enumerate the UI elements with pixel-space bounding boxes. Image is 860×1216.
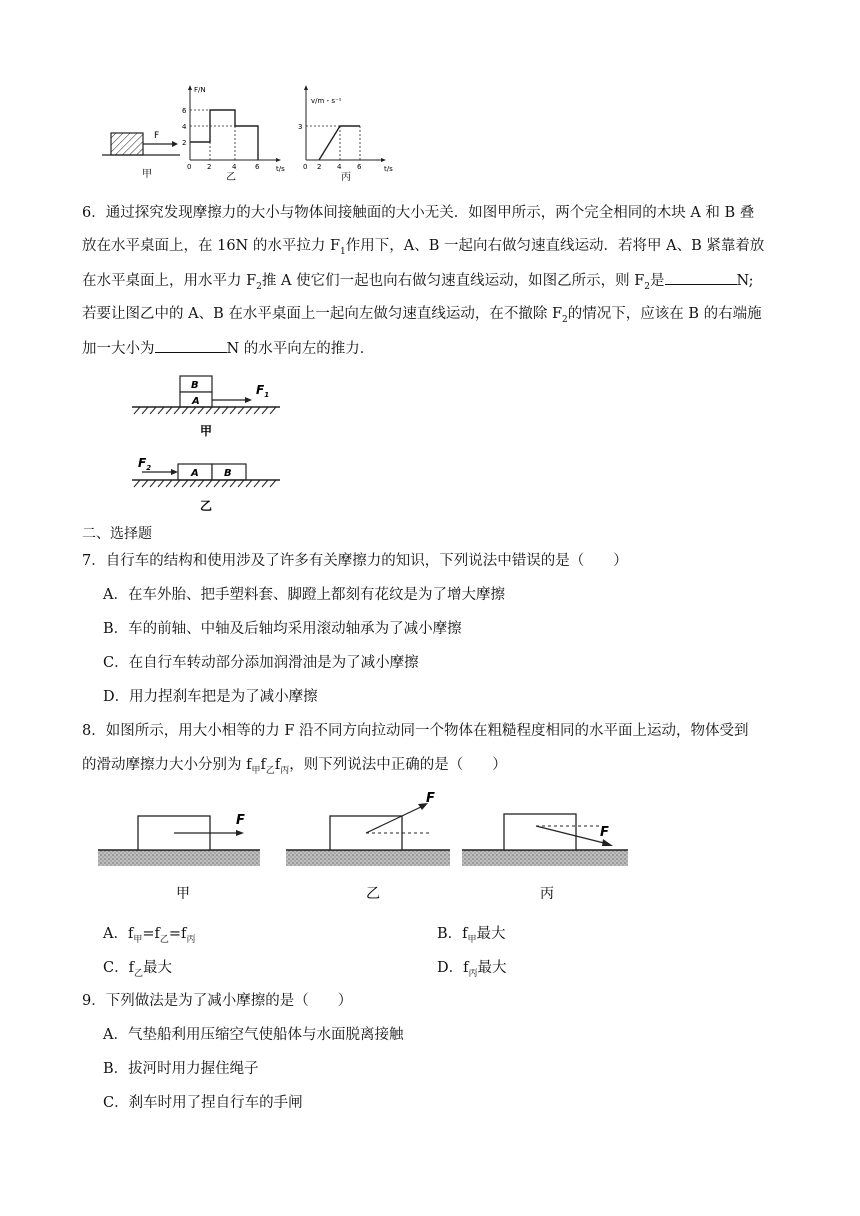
q8-text-2b: f	[260, 757, 266, 773]
q9-option-c-text: C．刹车时用了捏自行车的手闸	[103, 1095, 303, 1111]
q6-text-4a: 若要让图乙中的 A、B 在水平桌面上一起向左做匀速直线运动，在不撤除 F	[82, 306, 563, 322]
q6-text-2a: 放在水平桌面上，在 16N 的水平拉力 F	[82, 238, 341, 254]
q6-sub-4: 2	[562, 314, 568, 325]
q7-option-b-text: B．车的前轴、中轴及后轴均采用滚动轴承为了减小摩擦	[103, 621, 462, 637]
q8-c-post: 最大	[142, 960, 172, 976]
q6-line2	[82, 236, 764, 262]
q6-block-b: B	[224, 468, 232, 479]
q6-sub-3: 2	[644, 281, 650, 292]
q8-d-post: 最大	[477, 960, 507, 976]
q7-option-c[interactable]	[103, 653, 419, 673]
force-time-graph	[182, 85, 285, 183]
q6-line4	[82, 304, 762, 330]
q6-text-1: 6．通过探究发现摩擦力的大小与物体间接触面的大小无关．如图甲所示，两个完全相同的木块 A 和 B 叠	[82, 205, 755, 221]
q8-sub-bing: 丙	[280, 765, 290, 776]
figure-block-and-graphs	[98, 80, 398, 186]
q8-a-pre: A．f	[103, 926, 134, 942]
caption-bing: 丙	[341, 172, 351, 183]
q8-a-sub3: 丙	[186, 934, 196, 945]
q8-option-d[interactable]	[437, 958, 507, 984]
q8-a-sub2: 乙	[159, 934, 169, 945]
q8-caption-yi: 乙	[366, 886, 380, 902]
block-on-ground	[102, 131, 180, 180]
q8-yi-force: F	[426, 791, 435, 806]
q8-a-mid1: =f	[142, 926, 160, 942]
q9-stem-text: 9．下列做法是为了减小摩擦的是（ ）	[82, 993, 353, 1009]
q8-fig-jia	[98, 813, 260, 902]
q6-fig-yi	[132, 456, 280, 513]
q8-c-sub: 乙	[133, 968, 143, 979]
q8-sub-yi: 乙	[265, 765, 275, 776]
q6-text-3c: 是	[650, 273, 665, 289]
q9-option-b[interactable]	[103, 1059, 259, 1079]
q8-b-pre: B．f	[437, 926, 468, 942]
q8-jia-force: F	[236, 813, 245, 828]
q6-sub-2: 2	[256, 281, 262, 292]
q8-text-2d: ，则下列说法中正确的是（ ）	[289, 757, 507, 773]
q8-d-sub: 丙	[468, 968, 478, 979]
ft-ytick-4: 4	[182, 123, 187, 131]
q8-text-2a: 的滑动摩擦力大小分别为 f	[82, 757, 252, 773]
ft-xlabel: t/s	[276, 165, 285, 173]
q8-caption-jia: 甲	[176, 886, 190, 902]
q8-c-pre: C．f	[103, 960, 134, 976]
q7-option-a-text: A．在车外胎、把手塑料套、脚蹬上都刻有花纹是为了增大摩擦	[103, 587, 505, 603]
q8-d-pre: D．f	[437, 960, 469, 976]
q8-a-sub1: 甲	[133, 934, 143, 945]
q6-line1	[82, 203, 754, 223]
q6-text-3b: 推 A 使它们一起也向右做匀速直线运动，如图乙所示，则 F	[261, 273, 645, 289]
caption-jia: 甲	[142, 169, 152, 180]
q8-line2	[82, 755, 507, 781]
q6-text-4b: 的情况下，应该在 B 的右端施	[567, 306, 762, 322]
q8-caption-bing: 丙	[540, 886, 554, 902]
ft-xtick-4: 4	[232, 163, 237, 171]
q6-blank-2[interactable]	[155, 338, 227, 353]
q7-option-a[interactable]	[103, 585, 505, 605]
q9-option-a-text: A．气垫船利用压缩空气使船体与水面脱离接触	[103, 1027, 404, 1043]
ft-ylabel: F/N	[194, 86, 206, 94]
vt-xtick-6: 6	[357, 163, 362, 171]
vt-xtick-4: 4	[337, 163, 342, 171]
q6-caption-jia: 甲	[200, 424, 213, 438]
section2-text: 二、选择题	[82, 526, 152, 542]
q8-b-sub: 甲	[467, 934, 477, 945]
q6-block-a-bottom: A	[192, 396, 200, 407]
q9-option-c[interactable]	[103, 1093, 303, 1113]
q8-a-mid2: =f	[168, 926, 187, 942]
q7-option-d[interactable]	[103, 687, 318, 707]
q9-stem	[82, 991, 352, 1011]
vt-xlabel: t/s	[384, 165, 393, 173]
q6-f1-label: $F_1$	[256, 383, 270, 399]
q8-fig-yi	[286, 791, 450, 902]
q7-stem-text: 7．自行车的结构和使用涉及了许多有关摩擦力的知识，下列说法中错误的是（ ）	[82, 553, 628, 569]
vt-xtick-0: 0	[303, 163, 308, 171]
vt-ytick-3: 3	[298, 123, 303, 131]
q8-option-b[interactable]	[437, 924, 506, 950]
ft-xtick-0: 0	[187, 163, 192, 171]
q8-text-2c: f	[274, 757, 281, 773]
q8-figure	[96, 786, 636, 908]
ft-ytick-2: 2	[182, 139, 187, 147]
q8-fig-bing	[462, 814, 628, 902]
q7-option-c-text: C．在自行车转动部分添加润滑油是为了减小摩擦	[103, 655, 419, 671]
q6-block-a: A	[191, 468, 199, 479]
caption-yi: 乙	[226, 172, 236, 183]
q6-line3	[82, 270, 754, 297]
q6-caption-yi: 乙	[200, 499, 213, 513]
q8-b-post: 最大	[476, 926, 506, 942]
q6-blank-1[interactable]	[665, 270, 737, 285]
q7-stem	[82, 551, 628, 571]
q6-text-5b: N 的水平向左的推力．	[226, 341, 375, 357]
q6-block-b-top: B	[191, 380, 199, 391]
q8-line1	[82, 721, 749, 741]
q6-figure	[128, 372, 288, 514]
ft-xtick-2: 2	[207, 163, 212, 171]
q8-bing-force: F	[600, 825, 609, 840]
q6-fig-jia	[132, 376, 280, 438]
force-label-f: F	[154, 131, 160, 141]
q7-option-d-text: D．用力捏刹车把是为了减小摩擦	[103, 689, 318, 705]
q7-option-b[interactable]	[103, 619, 462, 639]
q6-text-3d: N;	[736, 273, 754, 289]
q6-text-3a: 在水平桌面上，用水平力 F	[82, 273, 257, 289]
q6-line5	[82, 338, 374, 359]
velocity-time-graph	[298, 85, 393, 183]
q8-text-1: 8．如图所示，用大小相等的力 F 沿不同方向拉动同一个物体在粗糙程度相同的水平面上运动，物体受到	[82, 723, 749, 739]
q6-text-2b: 作用下，A、B 一起向右做匀速直线运动．若将甲 A、B 紧靠着放	[345, 238, 765, 254]
q8-sub-jia: 甲	[251, 765, 261, 776]
q9-option-a[interactable]	[103, 1025, 403, 1045]
q6-f2-label: $F_2$	[138, 456, 152, 472]
q8-option-c[interactable]	[103, 958, 172, 984]
ft-ytick-6: 6	[182, 107, 187, 115]
q8-option-a[interactable]	[103, 924, 195, 950]
section-heading-choice	[82, 524, 152, 544]
q6-sub-1: 1	[340, 246, 346, 257]
vt-ylabel: v/m・s⁻¹	[311, 97, 342, 105]
ft-xtick-6: 6	[255, 163, 260, 171]
q6-text-5a: 加一大小为	[82, 341, 155, 357]
vt-xtick-2: 2	[317, 163, 322, 171]
q9-option-b-text: B．拔河时用力握住绳子	[103, 1061, 259, 1077]
